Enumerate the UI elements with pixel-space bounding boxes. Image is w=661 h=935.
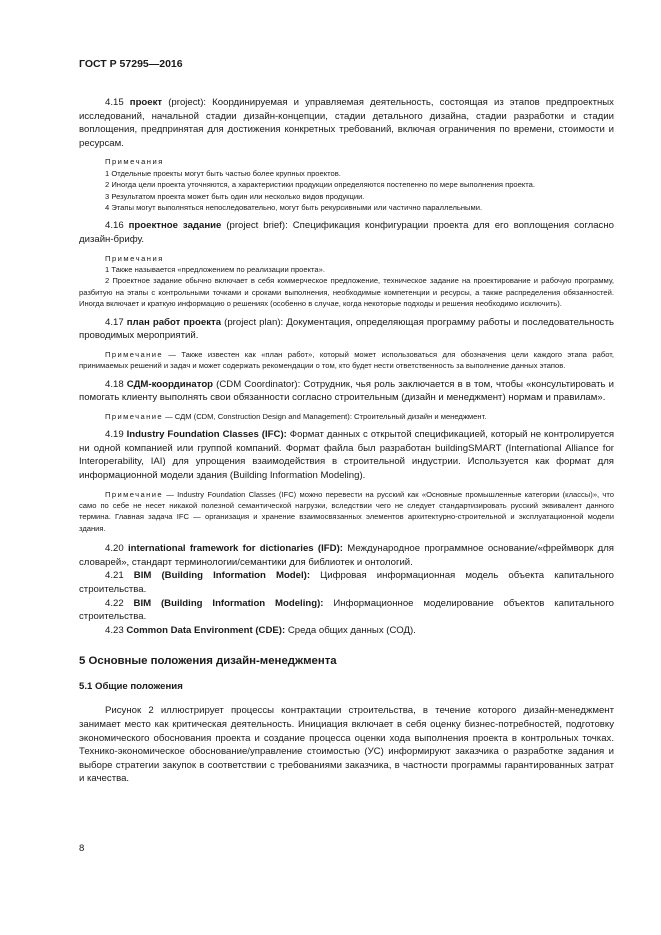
note-label: Примечание [105,489,163,499]
term-definition: (project plan): Документация, определяющая программу работы и последовательность проводимых мероприятий. [79,316,615,342]
term-title: international framework for dictionaries (IFD): [128,543,343,555]
notes-heading: Примечания [105,253,164,263]
note-text: — Industry Foundation Classes (IFC) можно перевести на русский как «Основные промышленные категории (классы)», что само по себе не несет никакой полезной семантической нагрузки, вследствии чего не следует стандартизировать русский эквивалент данного термина. Главная задача IFC — организация и хранение взаимосвязанных элементов архитектурно-строительной и эксплуатационной модели здания. [79,489,614,533]
term-number: 4.15 [105,97,124,108]
term-definition: Информационное моделирование объектов капитального строительства. [79,597,614,623]
term-number: 4.20 [105,543,124,555]
note-label: Примечание [105,349,163,359]
note-4-18 [79,411,614,422]
term-number: 4.22 [105,597,124,609]
term-definition: Среда общих данных (СОД). [285,624,416,636]
term-title: BIM (Building Information Modeling): [133,597,324,609]
term-number: 4.17 [105,316,124,328]
term-number: 4.23 [105,624,124,636]
term-4-20 [79,542,614,569]
term-title: BIM (Building Information Model): [133,570,311,582]
note-text: — Также известен как «план работ», который может использоваться для обозначения цели каждого этапа работ, принимаемых решений и задач и может содержать рекомендации о том, кто будет нести ответственность за выполнение данных этапов. [79,349,614,371]
term-title: план работ проекта [126,316,222,328]
term-title: Common Data Environment (CDE): [126,624,286,636]
note-item: 4 Этапы могут выполняться непоследовательно, могут быть рекурсивными или частично параллельными. [105,203,483,212]
term-title: проектное задание [128,220,222,232]
term-number: 4.16 [105,220,124,232]
page-content [79,96,614,786]
term-definition: Международное программное основание/«фреймворк для словарей», стандарт терминологии/семантики для библиотек и онтологий. [79,543,614,568]
term-number: 4.21 [105,570,124,582]
note-4-19 [79,489,614,535]
term-number: 4.18 [105,378,124,390]
term-4-19 [79,428,614,482]
note-item: 1 Отдельные проекты могут быть частью более крупных проектов. [105,168,341,178]
section-paragraph: Рисунок 2 иллюстрирует процессы контрактации строительства, в течение которого дизайн-менеджмент занимает место как критическая деятельность. Инициация включает в себя оценку бизнес-потребностей, подготовку экономического обоснования проекта и создание процесса оценки хода выполнения проекта в контрольных точках. Технико-экономическое обоснование/управление стоимостью (УС) информируют заказчика о разработке задания и выборе стратегии закупок в соответствии с требованиями заказчика, в частности программы гарантированных затрат и качества. [79,705,614,785]
term-title: СДМ-координатор [126,378,214,390]
note-text: — СДМ (CDM, Construction Design and Management): Строительный дизайн и менеджмент. [162,411,487,421]
term-definition: (project): Координируемая и управляемая деятельность, состоящая из этапов предпроектных исследований, начальной стадии дизайн-концепции, стадии детального дизайна, стадии разработки и стадии воплощения, предпринятая для достижения конкретных требований, включая ограничения по времени, стоимости и ресурсам. [79,97,614,149]
term-4-16 [79,219,614,246]
section-heading: 5 Основные положения дизайн-менеджмента [79,655,337,668]
term-4-23 [79,624,614,638]
term-4-17 [79,316,614,343]
standard-header: ГОСТ Р 57295—2016 [79,58,183,70]
subsection-heading: 5.1 Общие положения [79,681,183,693]
term-4-18 [79,378,614,405]
notes-4-16 [79,253,614,310]
note-4-17 [79,349,614,372]
term-number: 4.19 [105,429,124,441]
notes-4-15 [79,156,614,213]
term-title: Industry Foundation Classes (IFC): [126,429,287,441]
note-item: 1 Также называется «предложением по реализации проекта». [105,265,325,274]
note-label: Примечание [105,411,163,421]
note-item: 2 Проектное задание обычно включает в себя коммерческое предложение, техническое задание на проектирование и рабочую программу, разбитую на этапы с контрольными точками и сроками выполнения, необходимые компетенции и ресурсы, а также распределения обязанностей. Иногда включает и краткую информацию о решениях (особенно в случае, когда некоторые подходы и решения необходимо исключить). [79,276,614,309]
term-definition: (CDM Coordinator): Сотрудник, чья роль заключается в в том, чтобы «консультировать и помогать клиенту выполнять свои обязанности согласно строительным (дизайн и менеджмент) нормам и правилам». [79,378,614,404]
page-number: 8 [79,843,85,854]
term-4-22 [79,597,614,624]
term-4-21 [79,569,614,596]
term-definition: Цифровая информационная модель объекта капитального строительства. [79,570,614,595]
note-item: 3 Результатом проекта может быть один или несколько видов продукции. [105,191,365,201]
term-definition: Формат данных с открытой спецификацией, который не контролируется ни одной компанией или группой компаний. Формат файла был разработан buildingSMART (International Alliance for Interoperability, IAI) для упрощения взаимодействия в строительной индустрии. Используется как формат для информационной модели здания (Building Information Modeling). [79,429,615,481]
term-definition: (project brief): Спецификация конфигурации проекта для его воплощения согласно дизайн-брифу. [79,220,614,245]
term-title: проект [129,97,163,108]
note-item: 2 Иногда цели проекта уточняются, а характеристики продукции определяются постепенно по мере выполнения проекта. [105,180,535,190]
term-4-15 [79,96,614,150]
notes-heading: Примечания [105,157,164,167]
